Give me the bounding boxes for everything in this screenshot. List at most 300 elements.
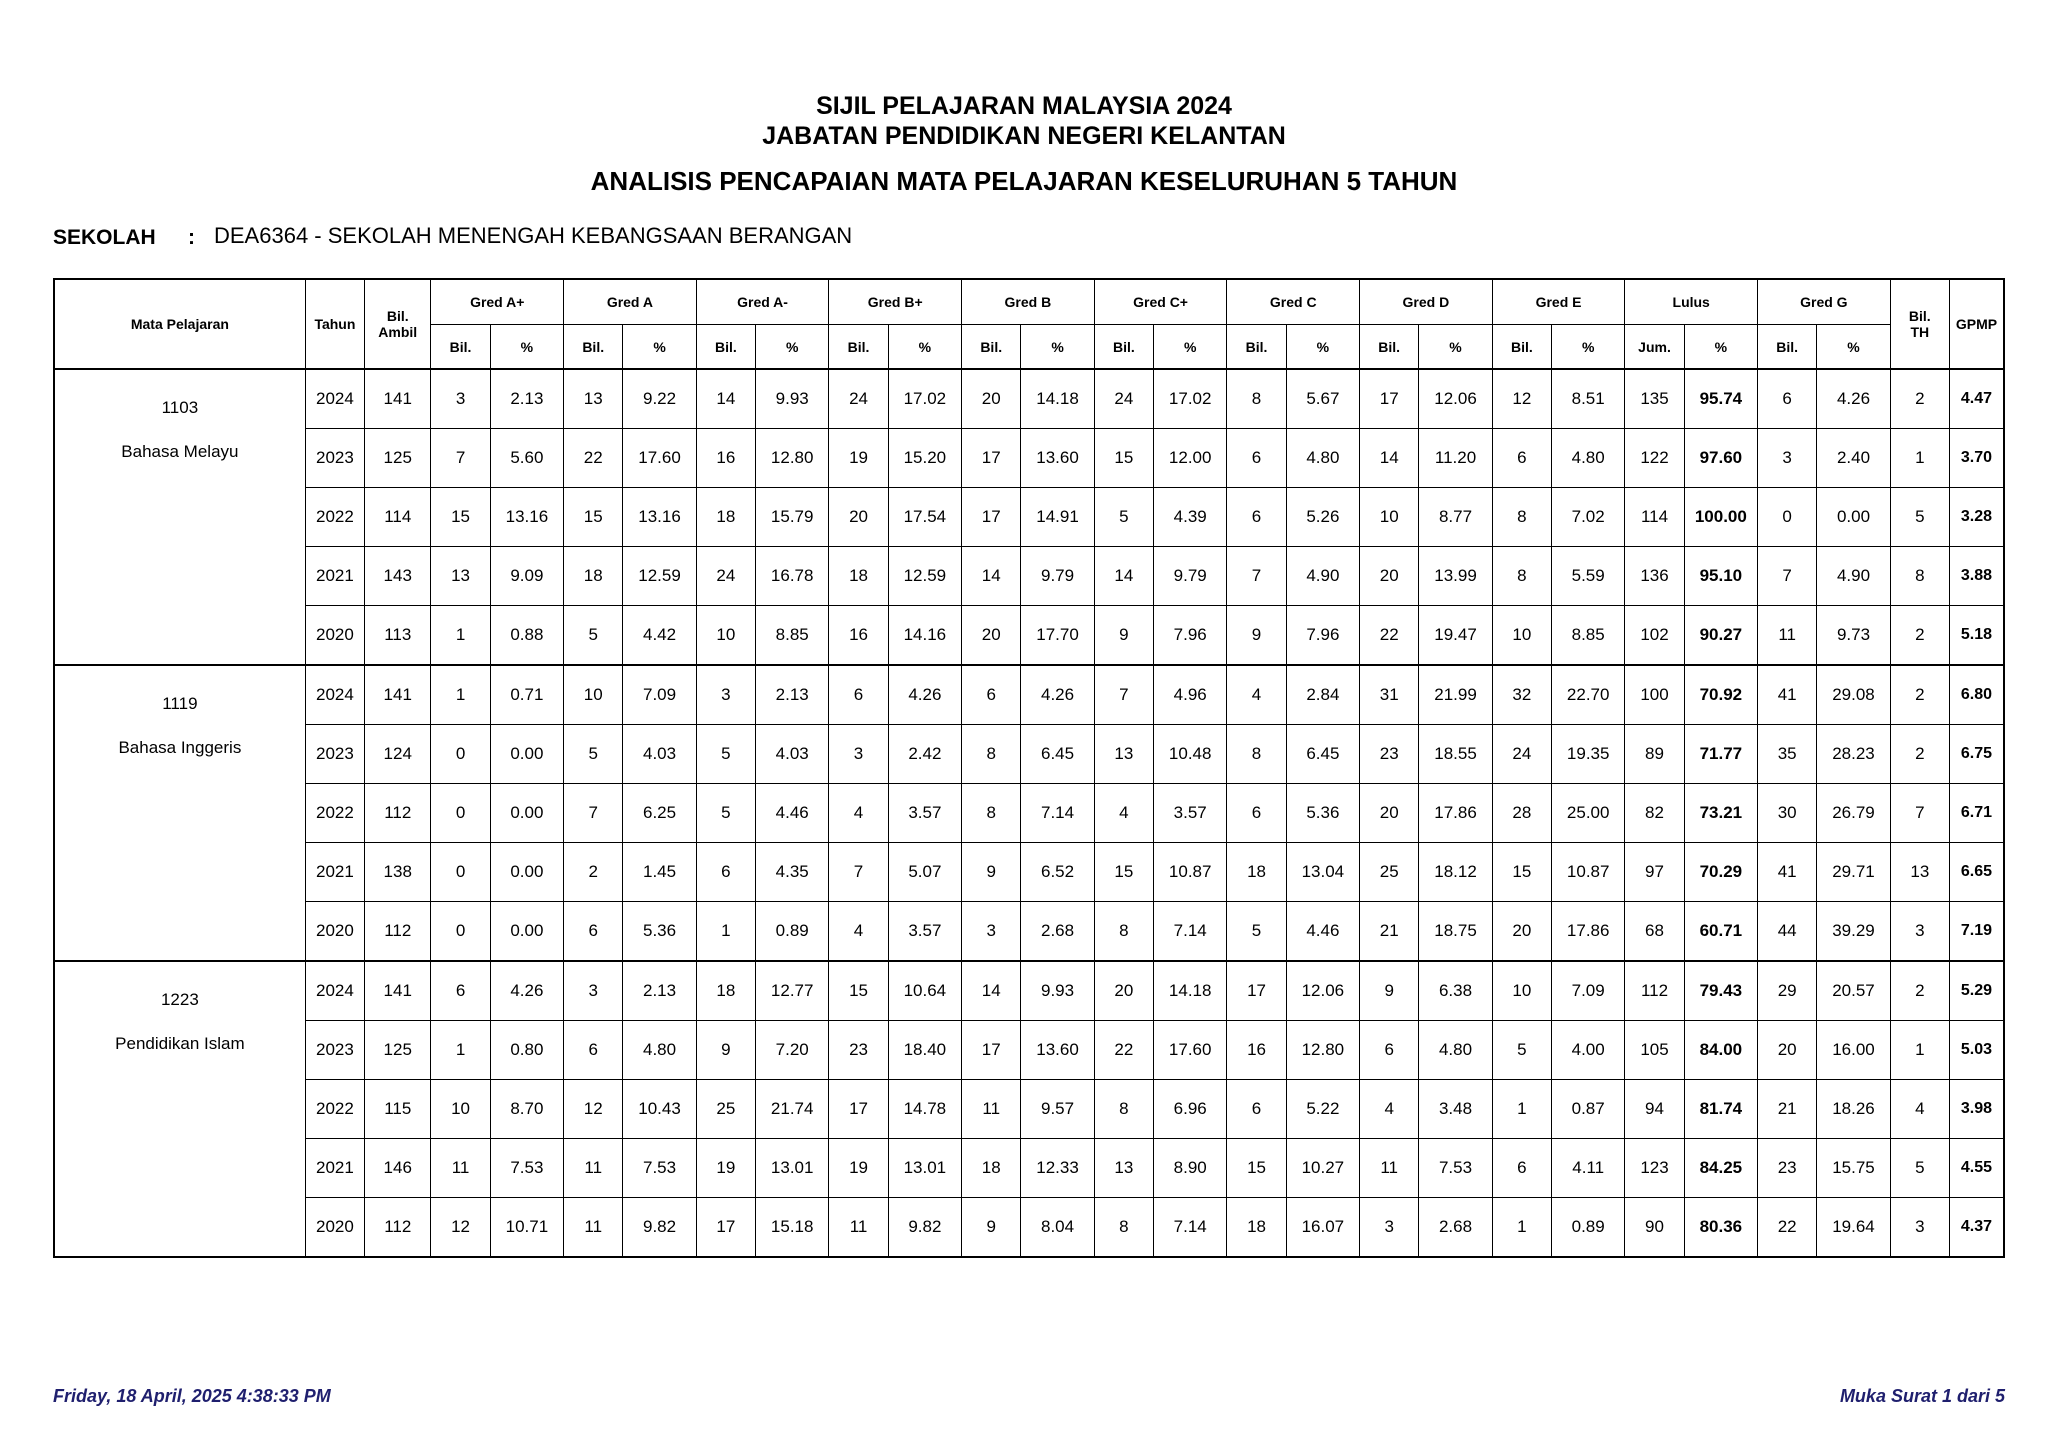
- table-row: [54, 606, 2004, 666]
- value-cell: 11: [1758, 606, 1817, 666]
- gpmp-cell: 3.70: [1949, 429, 2004, 488]
- value-cell: 5: [1094, 488, 1153, 547]
- value-cell: 5.60: [490, 429, 563, 488]
- value-cell: 5.07: [888, 843, 961, 902]
- gpmp-cell: 3.88: [1949, 547, 2004, 606]
- value-cell: 15.20: [888, 429, 961, 488]
- value-cell: 15.75: [1817, 1139, 1890, 1198]
- value-cell: 5: [696, 725, 755, 784]
- value-cell: 16.78: [756, 547, 829, 606]
- value-cell: 22.70: [1552, 665, 1625, 725]
- subject-cell: [54, 369, 305, 665]
- value-cell: 105: [1625, 1021, 1684, 1080]
- value-cell: 17: [1227, 961, 1286, 1021]
- value-cell: 19: [829, 429, 888, 488]
- value-cell: 97: [1625, 843, 1684, 902]
- header-sub-count: Bil.: [431, 325, 490, 370]
- gpmp-cell: 6.80: [1949, 665, 2004, 725]
- table-row: [54, 1021, 2004, 1080]
- header-year: Tahun: [305, 279, 364, 369]
- value-cell: 9: [1094, 606, 1153, 666]
- taken-cell: 125: [365, 429, 431, 488]
- header-grade-group: Gred E: [1492, 279, 1625, 325]
- value-cell: 6: [1492, 1139, 1551, 1198]
- header-grade-group: Gred B: [962, 279, 1095, 325]
- value-cell: 8.77: [1419, 488, 1492, 547]
- value-cell: 14.91: [1021, 488, 1094, 547]
- value-cell: 12.77: [756, 961, 829, 1021]
- value-cell: 3.48: [1419, 1080, 1492, 1139]
- value-cell: 17: [829, 1080, 888, 1139]
- value-cell: 7.53: [623, 1139, 696, 1198]
- value-cell: 13.01: [756, 1139, 829, 1198]
- pass-percent-cell: 97.60: [1684, 429, 1757, 488]
- table-row: [54, 902, 2004, 962]
- value-cell: 7: [564, 784, 623, 843]
- value-cell: 7.02: [1552, 488, 1625, 547]
- value-cell: 9: [962, 1198, 1021, 1258]
- value-cell: 3: [1758, 429, 1817, 488]
- value-cell: 8: [1094, 1198, 1153, 1258]
- header-sub-count: Bil.: [962, 325, 1021, 370]
- header-grade-group: Lulus: [1625, 279, 1758, 325]
- value-cell: 5.67: [1286, 369, 1359, 429]
- header-sub-percent: %: [888, 325, 961, 370]
- value-cell: 22: [1094, 1021, 1153, 1080]
- value-cell: 8.04: [1021, 1198, 1094, 1258]
- value-cell: 1: [431, 606, 490, 666]
- value-cell: 7: [1758, 547, 1817, 606]
- value-cell: 6.45: [1286, 725, 1359, 784]
- value-cell: 7.20: [756, 1021, 829, 1080]
- taken-cell: 146: [365, 1139, 431, 1198]
- value-cell: 6: [1360, 1021, 1419, 1080]
- value-cell: 10.87: [1552, 843, 1625, 902]
- year-cell: 2021: [305, 1139, 364, 1198]
- value-cell: 4.80: [1286, 429, 1359, 488]
- taken-cell: 114: [365, 488, 431, 547]
- value-cell: 6: [1758, 369, 1817, 429]
- year-cell: 2020: [305, 1198, 364, 1258]
- value-cell: 0.00: [490, 902, 563, 962]
- value-cell: 4.80: [1552, 429, 1625, 488]
- value-cell: 13.99: [1419, 547, 1492, 606]
- value-cell: 23: [1360, 725, 1419, 784]
- value-cell: 19: [829, 1139, 888, 1198]
- value-cell: 4: [1227, 665, 1286, 725]
- year-cell: 2020: [305, 902, 364, 962]
- value-cell: 6: [1227, 429, 1286, 488]
- value-cell: 0.00: [490, 843, 563, 902]
- value-cell: 28: [1492, 784, 1551, 843]
- value-cell: 4.90: [1286, 547, 1359, 606]
- value-cell: 15: [431, 488, 490, 547]
- value-cell: 8: [1094, 902, 1153, 962]
- header-th-line1: Bil.: [1908, 308, 1931, 324]
- year-cell: 2022: [305, 784, 364, 843]
- value-cell: 4.03: [623, 725, 696, 784]
- value-cell: 3: [1890, 1198, 1949, 1258]
- value-cell: 10: [1492, 606, 1551, 666]
- value-cell: 9.79: [1021, 547, 1094, 606]
- value-cell: 12.80: [1286, 1021, 1359, 1080]
- header-grade-group: Gred C: [1227, 279, 1360, 325]
- value-cell: 10: [564, 665, 623, 725]
- value-cell: 7: [1094, 665, 1153, 725]
- value-cell: 5.26: [1286, 488, 1359, 547]
- subject-cell: [54, 665, 305, 961]
- value-cell: 5.36: [623, 902, 696, 962]
- value-cell: 100: [1625, 665, 1684, 725]
- header-grade-group: Gred A+: [431, 279, 564, 325]
- value-cell: 5.22: [1286, 1080, 1359, 1139]
- value-cell: 6: [564, 1021, 623, 1080]
- value-cell: 23: [829, 1021, 888, 1080]
- value-cell: 8.85: [1552, 606, 1625, 666]
- school-colon: :: [188, 226, 195, 249]
- value-cell: 13: [564, 369, 623, 429]
- value-cell: 11: [829, 1198, 888, 1258]
- value-cell: 1: [1890, 1021, 1949, 1080]
- value-cell: 17.86: [1419, 784, 1492, 843]
- value-cell: 82: [1625, 784, 1684, 843]
- pass-percent-cell: 90.27: [1684, 606, 1757, 666]
- analysis-title: ANALISIS PENCAPAIAN MATA PELAJARAN KESELURUHAN 5 TAHUN: [590, 166, 1458, 196]
- year-cell: 2021: [305, 843, 364, 902]
- value-cell: 10: [431, 1080, 490, 1139]
- value-cell: 0.00: [1817, 488, 1890, 547]
- value-cell: 35: [1758, 725, 1817, 784]
- value-cell: 25: [1360, 843, 1419, 902]
- header-sub-count: Bil.: [1227, 325, 1286, 370]
- value-cell: 0: [1758, 488, 1817, 547]
- year-cell: 2020: [305, 606, 364, 666]
- subject-code: 1103: [161, 398, 199, 417]
- value-cell: 5.36: [1286, 784, 1359, 843]
- value-cell: 14.16: [888, 606, 961, 666]
- value-cell: 10.48: [1154, 725, 1227, 784]
- value-cell: 6: [1227, 1080, 1286, 1139]
- table-row: [54, 1198, 2004, 1258]
- value-cell: 12: [564, 1080, 623, 1139]
- value-cell: 15: [564, 488, 623, 547]
- value-cell: 18: [696, 961, 755, 1021]
- header-subject: Mata Pelajaran: [54, 279, 305, 369]
- value-cell: 18: [564, 547, 623, 606]
- value-cell: 7.53: [490, 1139, 563, 1198]
- value-cell: 4.26: [1021, 665, 1094, 725]
- header-sub-percent: %: [1817, 325, 1890, 370]
- header-sub-percent: %: [1021, 325, 1094, 370]
- gpmp-cell: 5.18: [1949, 606, 2004, 666]
- value-cell: 7.09: [1552, 961, 1625, 1021]
- year-cell: 2024: [305, 961, 364, 1021]
- pass-percent-cell: 95.74: [1684, 369, 1757, 429]
- value-cell: 22: [564, 429, 623, 488]
- value-cell: 2.40: [1817, 429, 1890, 488]
- value-cell: 0.89: [756, 902, 829, 962]
- value-cell: 21.74: [756, 1080, 829, 1139]
- value-cell: 8.70: [490, 1080, 563, 1139]
- value-cell: 12: [431, 1198, 490, 1258]
- header-sub-percent: %: [1552, 325, 1625, 370]
- header-th-line2: TH: [1910, 324, 1930, 340]
- value-cell: 19.35: [1552, 725, 1625, 784]
- value-cell: 2.13: [623, 961, 696, 1021]
- value-cell: 7.96: [1154, 606, 1227, 666]
- value-cell: 16.00: [1817, 1021, 1890, 1080]
- value-cell: 18.40: [888, 1021, 961, 1080]
- value-cell: 3: [564, 961, 623, 1021]
- header-taken: [365, 279, 431, 369]
- value-cell: 9.09: [490, 547, 563, 606]
- taken-cell: 138: [365, 843, 431, 902]
- header-sub-count: Bil.: [564, 325, 623, 370]
- value-cell: 17.70: [1021, 606, 1094, 666]
- value-cell: 12.00: [1154, 429, 1227, 488]
- value-cell: 1: [1492, 1080, 1551, 1139]
- value-cell: 16: [829, 606, 888, 666]
- value-cell: 11: [564, 1139, 623, 1198]
- pass-percent-cell: 60.71: [1684, 902, 1757, 962]
- value-cell: 15: [1094, 843, 1153, 902]
- table-row: [54, 784, 2004, 843]
- value-cell: 13: [1890, 843, 1949, 902]
- value-cell: 0.87: [1552, 1080, 1625, 1139]
- value-cell: 24: [1492, 725, 1551, 784]
- value-cell: 16: [1227, 1021, 1286, 1080]
- value-cell: 102: [1625, 606, 1684, 666]
- value-cell: 123: [1625, 1139, 1684, 1198]
- value-cell: 0.89: [1552, 1198, 1625, 1258]
- value-cell: 4.80: [1419, 1021, 1492, 1080]
- header-gpmp: GPMP: [1949, 279, 2004, 369]
- value-cell: 8: [1094, 1080, 1153, 1139]
- value-cell: 15.18: [756, 1198, 829, 1258]
- value-cell: 13: [431, 547, 490, 606]
- value-cell: 18.75: [1419, 902, 1492, 962]
- pass-percent-cell: 79.43: [1684, 961, 1757, 1021]
- value-cell: 9.93: [756, 369, 829, 429]
- table-row: [54, 725, 2004, 784]
- table-row: [54, 429, 2004, 488]
- value-cell: 39.29: [1817, 902, 1890, 962]
- value-cell: 6.52: [1021, 843, 1094, 902]
- value-cell: 24: [696, 547, 755, 606]
- value-cell: 10: [1492, 961, 1551, 1021]
- value-cell: 4.39: [1154, 488, 1227, 547]
- gpmp-cell: 6.75: [1949, 725, 2004, 784]
- value-cell: 122: [1625, 429, 1684, 488]
- value-cell: 15: [1492, 843, 1551, 902]
- page-number: Muka Surat 1 dari 5: [1839, 1386, 2005, 1406]
- value-cell: 89: [1625, 725, 1684, 784]
- taken-cell: 143: [365, 547, 431, 606]
- value-cell: 2.42: [888, 725, 961, 784]
- value-cell: 0: [431, 843, 490, 902]
- gpmp-cell: 4.47: [1949, 369, 2004, 429]
- value-cell: 3: [829, 725, 888, 784]
- value-cell: 15: [829, 961, 888, 1021]
- value-cell: 11: [564, 1198, 623, 1258]
- header-sub-percent: %: [756, 325, 829, 370]
- value-cell: 6: [829, 665, 888, 725]
- value-cell: 25: [696, 1080, 755, 1139]
- value-cell: 5: [696, 784, 755, 843]
- value-cell: 31: [1360, 665, 1419, 725]
- value-cell: 18: [962, 1139, 1021, 1198]
- value-cell: 4.80: [623, 1021, 696, 1080]
- value-cell: 0: [431, 725, 490, 784]
- value-cell: 17: [962, 1021, 1021, 1080]
- value-cell: 4.96: [1154, 665, 1227, 725]
- year-cell: 2024: [305, 369, 364, 429]
- value-cell: 4: [1360, 1080, 1419, 1139]
- value-cell: 3: [962, 902, 1021, 962]
- department-title: JABATAN PENDIDIKAN NEGERI KELANTAN: [762, 122, 1286, 150]
- value-cell: 5.59: [1552, 547, 1625, 606]
- value-cell: 8.51: [1552, 369, 1625, 429]
- value-cell: 6.45: [1021, 725, 1094, 784]
- year-cell: 2021: [305, 547, 364, 606]
- table-row: [54, 369, 2004, 429]
- value-cell: 18: [1227, 843, 1286, 902]
- header-sub-total: Jum.: [1625, 325, 1684, 370]
- value-cell: 10: [1360, 488, 1419, 547]
- value-cell: 14: [1360, 429, 1419, 488]
- value-cell: 5: [1890, 488, 1949, 547]
- value-cell: 6: [962, 665, 1021, 725]
- value-cell: 5: [564, 606, 623, 666]
- value-cell: 4.26: [490, 961, 563, 1021]
- value-cell: 0.80: [490, 1021, 563, 1080]
- value-cell: 5: [1227, 902, 1286, 962]
- value-cell: 20: [962, 369, 1021, 429]
- value-cell: 20: [1758, 1021, 1817, 1080]
- value-cell: 9: [696, 1021, 755, 1080]
- value-cell: 12.06: [1286, 961, 1359, 1021]
- value-cell: 7.14: [1154, 1198, 1227, 1258]
- table-row: [54, 665, 2004, 725]
- value-cell: 7: [1890, 784, 1949, 843]
- value-cell: 10.87: [1154, 843, 1227, 902]
- header-grade-group: Gred G: [1758, 279, 1891, 325]
- value-cell: 0.71: [490, 665, 563, 725]
- school-name: DEA6364 - SEKOLAH MENENGAH KEBANGSAAN BERANGAN: [214, 223, 853, 248]
- value-cell: 6: [1492, 429, 1551, 488]
- taken-cell: 112: [365, 784, 431, 843]
- header-grade-group: Gred A: [564, 279, 697, 325]
- value-cell: 136: [1625, 547, 1684, 606]
- year-cell: 2022: [305, 1080, 364, 1139]
- pass-percent-cell: 80.36: [1684, 1198, 1757, 1258]
- value-cell: 12.59: [623, 547, 696, 606]
- value-cell: 4: [829, 784, 888, 843]
- value-cell: 20: [1094, 961, 1153, 1021]
- value-cell: 135: [1625, 369, 1684, 429]
- value-cell: 20: [962, 606, 1021, 666]
- year-cell: 2022: [305, 488, 364, 547]
- value-cell: 3: [431, 369, 490, 429]
- value-cell: 20: [1360, 784, 1419, 843]
- pass-percent-cell: 95.10: [1684, 547, 1757, 606]
- value-cell: 0.00: [490, 784, 563, 843]
- value-cell: 5: [1492, 1021, 1551, 1080]
- value-cell: 22: [1360, 606, 1419, 666]
- value-cell: 2.13: [490, 369, 563, 429]
- value-cell: 4: [1890, 1080, 1949, 1139]
- header-grade-group: Gred B+: [829, 279, 962, 325]
- value-cell: 4.46: [1286, 902, 1359, 962]
- value-cell: 18: [696, 488, 755, 547]
- table-row: [54, 488, 2004, 547]
- value-cell: 13.16: [623, 488, 696, 547]
- value-cell: 8: [1227, 369, 1286, 429]
- value-cell: 8: [1492, 488, 1551, 547]
- header-sub-count: Bil.: [1492, 325, 1551, 370]
- header-grade-group: Gred D: [1360, 279, 1493, 325]
- value-cell: 8: [1492, 547, 1551, 606]
- value-cell: 2: [1890, 369, 1949, 429]
- value-cell: 17.86: [1552, 902, 1625, 962]
- value-cell: 4.00: [1552, 1021, 1625, 1080]
- value-cell: 3: [1890, 902, 1949, 962]
- value-cell: 14.18: [1021, 369, 1094, 429]
- value-cell: 4.26: [1817, 369, 1890, 429]
- value-cell: 1.45: [623, 843, 696, 902]
- header-sub-count: Bil.: [1360, 325, 1419, 370]
- value-cell: 5: [564, 725, 623, 784]
- value-cell: 9: [1360, 961, 1419, 1021]
- value-cell: 15: [1227, 1139, 1286, 1198]
- header-taken-line1: Bil.: [386, 308, 409, 324]
- value-cell: 2: [1890, 665, 1949, 725]
- taken-cell: 115: [365, 1080, 431, 1139]
- value-cell: 21: [1360, 902, 1419, 962]
- value-cell: 7: [431, 429, 490, 488]
- year-cell: 2023: [305, 429, 364, 488]
- value-cell: 14.78: [888, 1080, 961, 1139]
- value-cell: 10.43: [623, 1080, 696, 1139]
- value-cell: 8: [1227, 725, 1286, 784]
- value-cell: 6: [696, 843, 755, 902]
- taken-cell: 125: [365, 1021, 431, 1080]
- gpmp-cell: 5.03: [1949, 1021, 2004, 1080]
- taken-cell: 112: [365, 1198, 431, 1258]
- value-cell: 68: [1625, 902, 1684, 962]
- value-cell: 8.90: [1154, 1139, 1227, 1198]
- value-cell: 14: [1094, 547, 1153, 606]
- header-sub-count: Bil.: [696, 325, 755, 370]
- pass-percent-cell: 81.74: [1684, 1080, 1757, 1139]
- value-cell: 20.57: [1817, 961, 1890, 1021]
- value-cell: 10.27: [1286, 1139, 1359, 1198]
- value-cell: 0.88: [490, 606, 563, 666]
- subject-name: Bahasa Inggeris: [118, 738, 242, 757]
- taken-cell: 113: [365, 606, 431, 666]
- value-cell: 26.79: [1817, 784, 1890, 843]
- subject-code: 1119: [162, 694, 198, 713]
- gpmp-cell: 4.55: [1949, 1139, 2004, 1198]
- value-cell: 17.60: [623, 429, 696, 488]
- header-sub-count: Bil.: [829, 325, 888, 370]
- year-cell: 2024: [305, 665, 364, 725]
- value-cell: 9.82: [623, 1198, 696, 1258]
- value-cell: 7.14: [1154, 902, 1227, 962]
- value-cell: 18.26: [1817, 1080, 1890, 1139]
- value-cell: 4.46: [756, 784, 829, 843]
- value-cell: 2: [564, 843, 623, 902]
